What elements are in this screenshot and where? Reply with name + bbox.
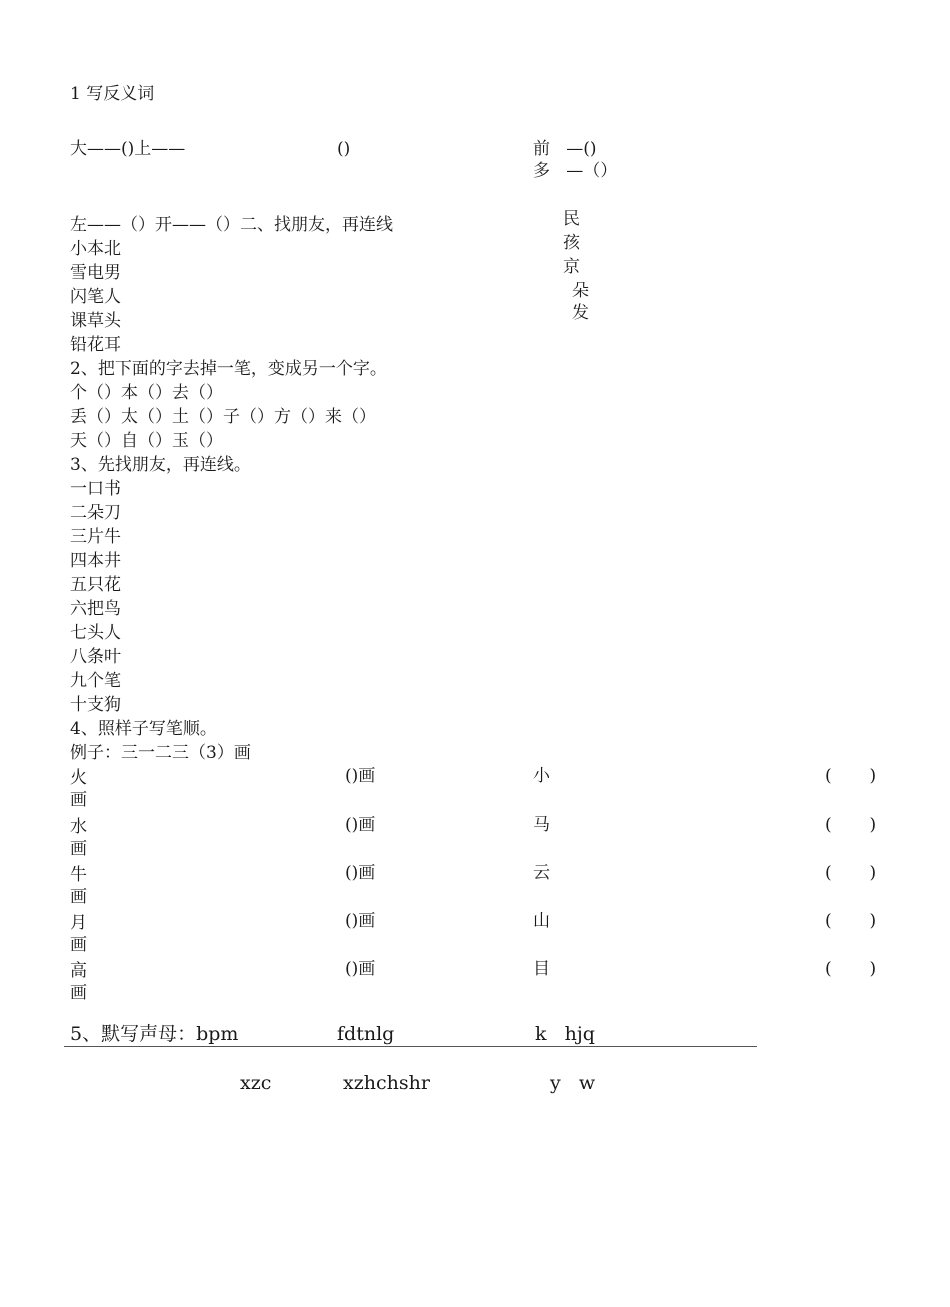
q3-title: 3、先找朋友，再连线。 <box>70 455 251 475</box>
q4-row-paren: ( ) <box>825 959 877 979</box>
q3-line: 七头人 <box>70 623 121 643</box>
q3-line: 五只花 <box>70 575 121 595</box>
q3-line: 八条叶 <box>70 647 121 667</box>
q4-row-char: 月 <box>70 913 87 933</box>
divider-line <box>64 1046 757 1047</box>
q4-row-char: 水 <box>70 817 87 837</box>
q2b-line: 天（）自（）玉（） <box>70 431 223 451</box>
q4-row-paren: ( ) <box>825 911 877 931</box>
q4-row-blank: ()画 <box>345 863 376 883</box>
q5-title: 5、默写声母：bpm <box>70 1023 239 1045</box>
q2b-line: 个（）本（）去（） <box>70 383 223 403</box>
q4-row-char-right: 小 <box>533 766 550 786</box>
q1-title: 1 写反义词 <box>70 84 155 104</box>
match-left-item: 课草头 <box>70 311 121 331</box>
q1-row1-mid: () <box>337 139 351 159</box>
match-left-item: 闪笔人 <box>70 287 121 307</box>
match-right-item: 孩 <box>563 233 580 253</box>
q4-row-blank: ()画 <box>345 959 376 979</box>
q4-row-blank: ()画 <box>345 766 376 786</box>
match-left-item: 铅花耳 <box>70 335 121 355</box>
q2b-title: 2、把下面的字去掉一笔，变成另一个字。 <box>70 359 387 379</box>
q4-row-char: 火 <box>70 768 87 788</box>
q5-group: k hjq <box>535 1023 595 1045</box>
q5-group: fdtnlg <box>337 1023 395 1045</box>
q3-line: 三片牛 <box>70 527 121 547</box>
q5-group: xzc <box>240 1072 272 1094</box>
q4-row-paren: ( ) <box>825 766 877 786</box>
q4-row-paren: ( ) <box>825 863 877 883</box>
q5-group: y w <box>550 1072 596 1094</box>
q1-row2: 左——（）开——（）二、找朋友，再连线 <box>70 215 393 235</box>
q4-row-blank: ()画 <box>345 911 376 931</box>
q4-row-char: 牛 <box>70 865 87 885</box>
match-right-item: 发 <box>572 303 589 323</box>
q4-row-paren: ( ) <box>825 815 877 835</box>
q4-row-char-right: 山 <box>533 911 550 931</box>
q5-group: xzhchshr <box>343 1072 430 1094</box>
q4-row-unit: 画 <box>70 887 87 907</box>
q3-line: 二朵刀 <box>70 503 121 523</box>
q1-row1-left: 大——()上—— <box>70 139 186 159</box>
match-right-item: 京 <box>563 257 580 277</box>
q4-row-char-right: 马 <box>533 815 550 835</box>
q3-line: 四本井 <box>70 551 121 571</box>
q4-row-unit: 画 <box>70 839 87 859</box>
q3-line: 九个笔 <box>70 671 121 691</box>
q3-line: 十支狗 <box>70 695 121 715</box>
q3-line: 六把鸟 <box>70 599 121 619</box>
q4-row-unit: 画 <box>70 790 87 810</box>
match-left-item: 雪电男 <box>70 263 121 283</box>
q1-row1-right: 前 —() <box>533 139 597 159</box>
q1-row1-right-2: 多 —（） <box>533 161 618 181</box>
match-left-item: 小本北 <box>70 239 121 259</box>
match-right-item: 朵 <box>572 281 589 301</box>
q4-title: 4、照样子写笔顺。 <box>70 719 217 739</box>
q2b-line: 丢（）太（）土（）子（）方（）来（） <box>70 407 376 427</box>
match-right-item: 民 <box>563 209 580 229</box>
q4-example: 例子：三一二三（3）画 <box>70 743 251 763</box>
q4-row-blank: ()画 <box>345 815 376 835</box>
q4-row-char: 高 <box>70 961 87 981</box>
q4-row-unit: 画 <box>70 935 87 955</box>
q3-line: 一口书 <box>70 479 121 499</box>
q4-row-unit: 画 <box>70 983 87 1003</box>
q4-row-char-right: 云 <box>533 863 550 883</box>
q4-row-char-right: 目 <box>533 959 550 979</box>
